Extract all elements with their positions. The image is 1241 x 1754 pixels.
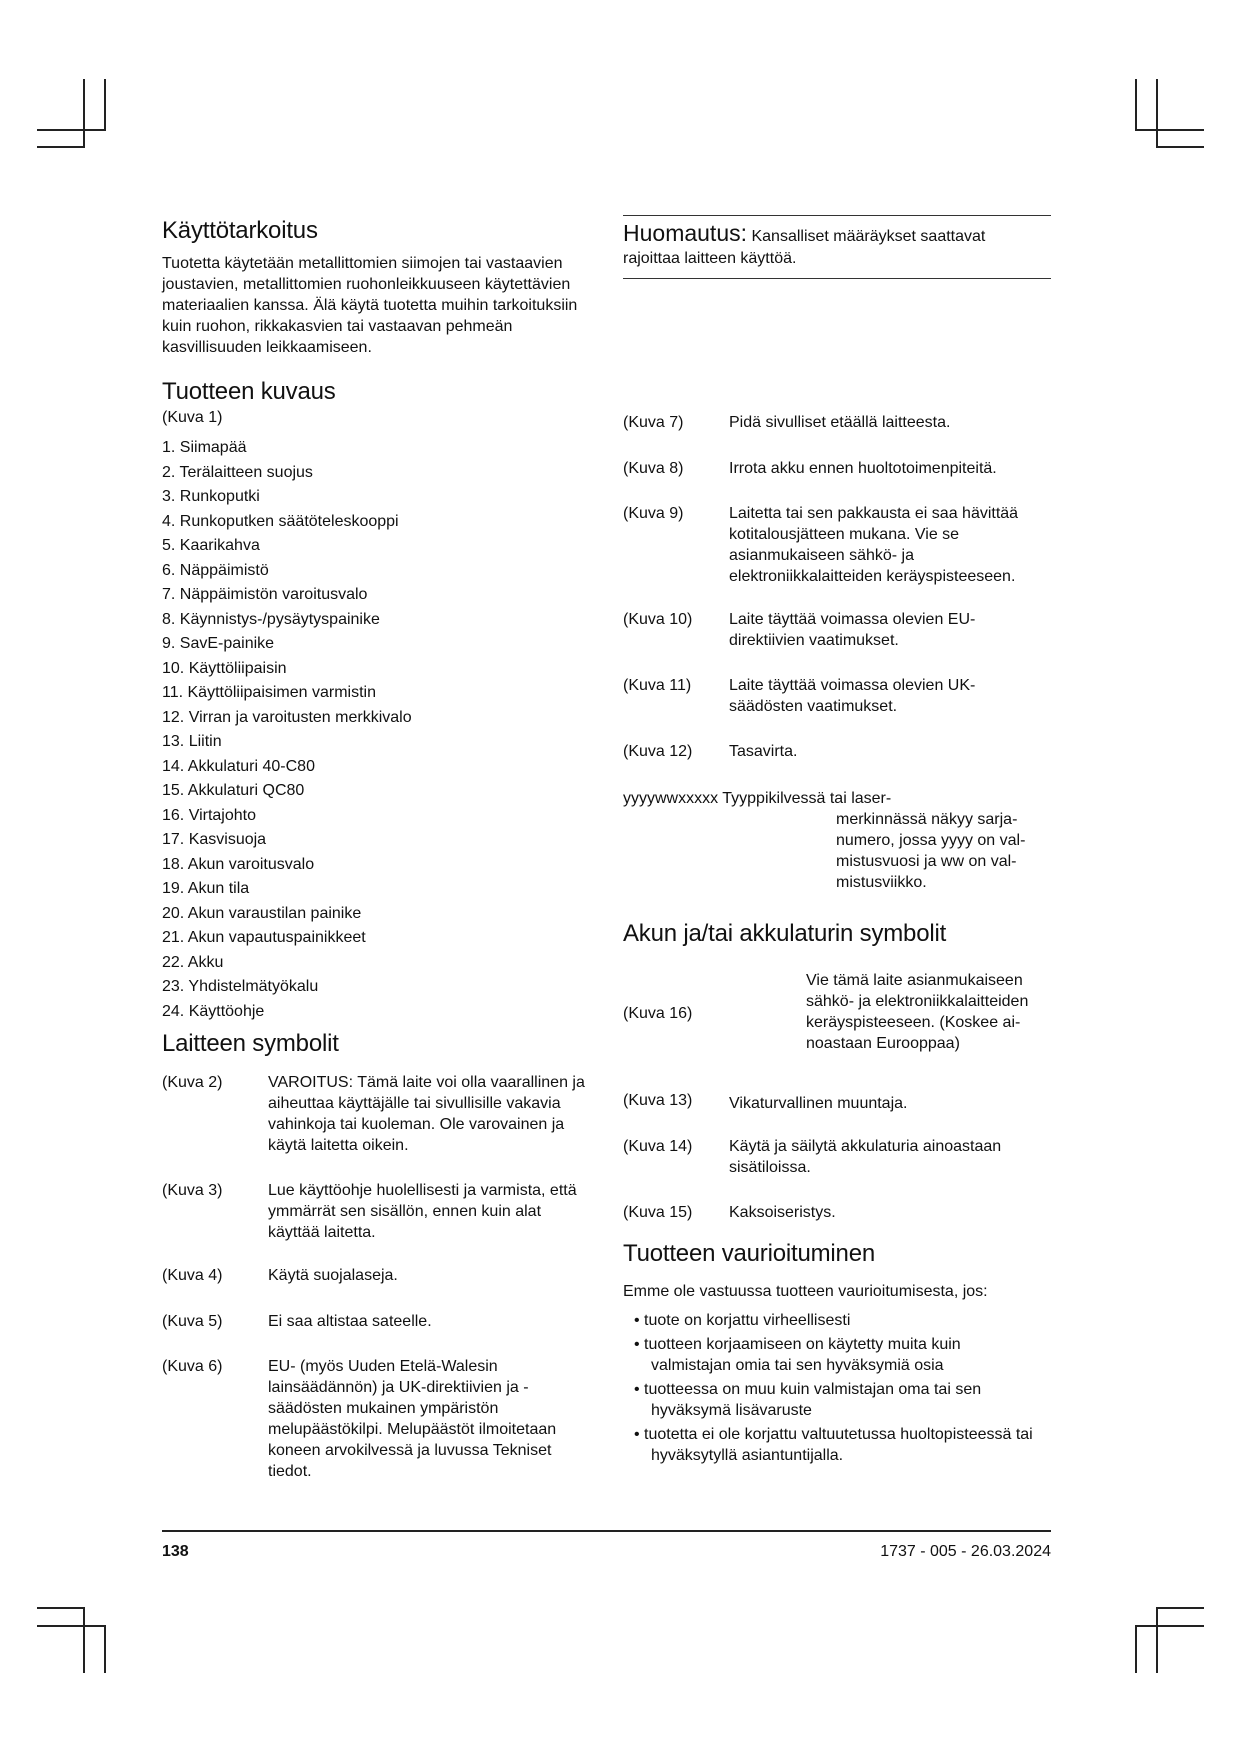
symbol-row: [623, 1090, 1051, 1114]
note-top-rule: [623, 215, 1051, 216]
note-box: [623, 222, 1043, 270]
footer-rule: [162, 1530, 1051, 1532]
list-item: 20. Akun varaustilan painike: [162, 904, 362, 922]
list-item: 6. Näppäimistö: [162, 561, 269, 579]
symbol-text: Laite täyttää voimassa olevien UK-säädösten vaatimukset.: [729, 677, 976, 715]
list-item: 19. Akun tila: [162, 880, 250, 897]
serial-number-row: [623, 788, 1051, 891]
list-item: 21. Akun vapautuspainikkeet: [162, 929, 366, 946]
damage-bullet-list: [623, 1310, 1051, 1466]
symbol-text: Irrota akku ennen huoltotoimenpiteitä.: [729, 460, 997, 477]
product-description-figure: (Kuva 1): [162, 409, 223, 426]
symbol-label: (Kuva 7): [623, 414, 684, 431]
symbol-row: [623, 1136, 1051, 1180]
symbol-text: Laitetta tai sen pakkausta ei saa hävittää kotitalousjätteen mukana. Vie se asianmukaiseen sähkö- ja elektroniikkalaitteiden keräyspisteeseen.: [729, 505, 1019, 585]
symbol-row: [162, 1356, 592, 1486]
symbol-row: [623, 970, 1051, 1060]
list-item: 11. Käyttöliipaisimen varmistin: [162, 684, 377, 701]
symbol-text: Laite täyttää voimassa olevien EU-direktiivien vaatimukset.: [729, 611, 976, 649]
symbol-row: [162, 1180, 592, 1246]
symbol-text: Tasavirta.: [729, 743, 798, 760]
note-label: Huomautus:: [623, 220, 748, 246]
list-item: 4. Runkoputken säätöteleskooppi: [162, 512, 399, 530]
list-item: • tuotteen korjaamiseen on käytetty muita kuin valmistajan omia tai sen hyväksymiä osia: [634, 1336, 961, 1374]
page-number: 138: [162, 1543, 189, 1560]
list-item: • tuotetta ei ole korjattu valtuutetussa huoltopisteessä tai hyväksytyllä asiantuntijalla.: [634, 1426, 1033, 1464]
symbol-label: (Kuva 15): [623, 1204, 693, 1221]
symbol-label: (Kuva 3): [162, 1182, 223, 1199]
symbol-label: (Kuva 12): [623, 743, 693, 760]
list-item: 12. Virran ja varoitusten merkkivalo: [162, 708, 412, 726]
document-reference: 1737 - 005 - 26.03.2024: [880, 1543, 1051, 1560]
intended-use-title: Käyttötarkoitus: [162, 217, 318, 244]
symbol-text: Ei saa altistaa sateelle.: [268, 1313, 432, 1330]
symbol-label: (Kuva 16): [623, 1005, 693, 1022]
symbol-row: [162, 1265, 592, 1289]
device-symbols-title: Laitteen symbolit: [162, 1030, 339, 1057]
symbol-text: EU- (myös Uuden Etelä-Walesin lainsäädännön) ja UK-direktiivien ja -säädösten mukainen ympäristön melupäästökilpi. Melupäästöt ilmoitetaan koneen arvokilvessä ja luvussa Tekniset tiedot.: [268, 1358, 557, 1480]
list-item: 15. Akkulaturi QC80: [162, 782, 305, 799]
list-item: 3. Runkoputki: [162, 488, 260, 505]
symbol-text: Lue käyttöohje huolellisesti ja varmista, että ymmärrät sen sisällön, ennen kuin alat käyttää laitetta.: [268, 1182, 577, 1241]
list-item: 14. Akkulaturi 40-C80: [162, 757, 315, 775]
intended-use-text: Tuotetta käytetään metallittomien siimojen tai vastaavien joustavien, metallittomien ruohonleikkuuseen käytettävien materiaalien kanssa. Älä käytä tuotetta muihin tarkoituksiin kuin ruohon, rikkakasvien tai vastaavan pehmeän kasvillisuuden leikkaamiseen.: [162, 255, 578, 356]
symbol-label: (Kuva 9): [623, 505, 684, 522]
symbol-label: (Kuva 2): [162, 1074, 223, 1091]
damage-intro: Emme ole vastuussa tuotteen vaurioitumisesta, jos:: [623, 1283, 988, 1300]
list-item: 7. Näppäimistön varoitusvalo: [162, 586, 368, 603]
symbol-label: (Kuva 4): [162, 1267, 223, 1284]
symbol-label: (Kuva 8): [623, 460, 684, 477]
symbol-row: [623, 503, 1051, 589]
product-parts-list: [162, 436, 592, 1024]
list-item: 13. Liitin: [162, 733, 222, 750]
symbol-text: VAROITUS: Tämä laite voi olla vaarallinen ja aiheuttaa käyttäjälle tai sivullisille vakavia vahinkoja tai kuoleman. Ole varovainen ja käytä laitetta oikein.: [268, 1074, 585, 1154]
symbol-label: (Kuva 14): [623, 1138, 693, 1155]
damage-title: Tuotteen vaurioituminen: [623, 1240, 875, 1267]
symbol-row: [162, 1072, 592, 1162]
list-item: 10. Käyttöliipaisin: [162, 659, 287, 677]
symbol-label: (Kuva 13): [623, 1092, 693, 1109]
symbol-row: [623, 412, 1051, 436]
list-item: 9. SavE-painike: [162, 635, 275, 652]
list-item: 16. Virtajohto: [162, 806, 256, 824]
symbol-row: [623, 675, 1051, 719]
list-item: 18. Akun varoitusvalo: [162, 855, 315, 873]
list-item: 23. Yhdistelmätyökalu: [162, 978, 319, 995]
symbol-text: Vikaturvallinen muuntaja.: [729, 1095, 908, 1112]
serial-code: yyyywwxxxxx: [623, 790, 719, 807]
list-item: 1. Siimapää: [162, 439, 247, 456]
list-item: 8. Käynnistys-/pysäytyspainike: [162, 610, 380, 628]
note-text: Kansalliset määräykset saattavat rajoittaa laitteen käyttöä.: [623, 228, 986, 267]
symbol-text: Käytä suojalaseja.: [268, 1267, 398, 1284]
list-item: 2. Terälaitteen suojus: [162, 463, 313, 481]
symbol-row: [623, 609, 1051, 653]
note-bottom-rule: [623, 278, 1051, 279]
battery-symbols-title: Akun ja/tai akkulaturin symbolit: [623, 920, 947, 947]
serial-text-cont: merkinnässä näkyy sarja-numero, jossa yyyy on val-mistusvuosi ja ww on val-mistusviikko.: [836, 811, 1026, 891]
symbol-text: Käytä ja säilytä akkulaturia ainoastaan sisätiloissa.: [729, 1138, 1002, 1176]
symbol-row: [623, 1202, 1051, 1226]
product-description-title: Tuotteen kuvaus: [162, 378, 336, 405]
symbol-label: (Kuva 11): [623, 677, 692, 694]
list-item: • tuotteessa on muu kuin valmistajan oma tai sen hyväksymä lisävaruste: [634, 1381, 982, 1419]
symbol-text: Pidä sivulliset etäällä laitteesta.: [729, 414, 951, 431]
list-item: 5. Kaarikahva: [162, 537, 260, 554]
symbol-row: [162, 1311, 592, 1335]
symbol-row: [623, 458, 1051, 482]
list-item: 22. Akku: [162, 953, 224, 971]
list-item: 24. Käyttöohje: [162, 1002, 265, 1020]
list-item: • tuote on korjattu virheellisesti: [634, 1312, 851, 1329]
symbol-label: (Kuva 10): [623, 611, 693, 628]
serial-text: Tyyppikilvessä tai laser-: [722, 790, 892, 807]
symbol-text: Vie tämä laite asianmukaiseen sähkö- ja elektroniikkalaitteiden keräyspisteeseen. (Koskee ai-noastaan Eurooppaa): [806, 972, 1029, 1052]
symbol-label: (Kuva 5): [162, 1313, 223, 1330]
list-item: 17. Kasvisuoja: [162, 831, 267, 848]
symbol-label: (Kuva 6): [162, 1358, 223, 1375]
symbol-row: [623, 741, 1051, 765]
symbol-text: Kaksoiseristys.: [729, 1204, 836, 1221]
